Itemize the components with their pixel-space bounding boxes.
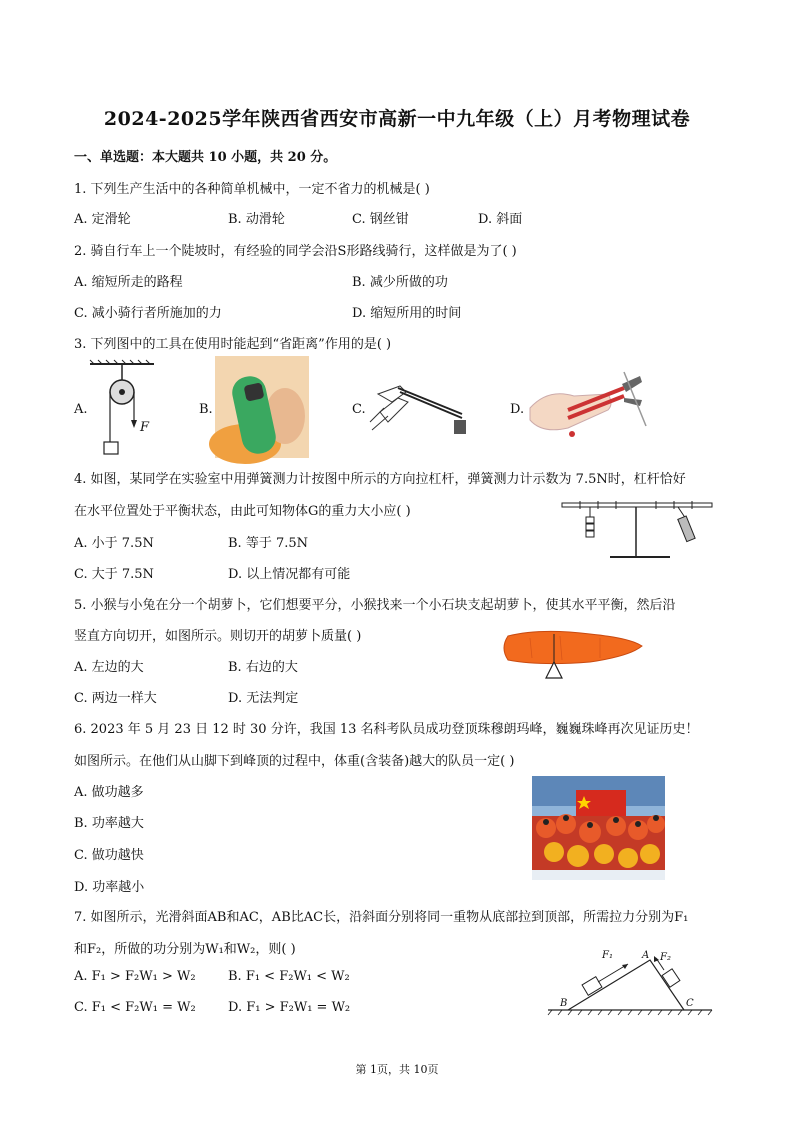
q1-stem: 1. 下列生产生活中的各种简单机械中，一定不省力的机械是( ): [74, 182, 430, 197]
q3-option-b: B.: [199, 402, 213, 417]
q7-stem-line2: 和F₂，所做的功分别为W₁和W₂，则( ): [74, 942, 296, 957]
q5-option-d: D. 无法判定: [228, 691, 299, 706]
q1-option-c: C. 钢丝钳: [352, 212, 409, 227]
q6-option-d: D. 功率越小: [74, 880, 145, 895]
bottle-opener-figure: [215, 356, 309, 458]
q2-stem: 2. 骑自行车上一个陡坡时，有经验的同学会沿S形路线骑行，这样做是为了( ): [74, 244, 517, 259]
q1-option-b: B. 动滑轮: [228, 212, 285, 227]
q2-option-c: C. 减小骑行者所施加的力: [74, 306, 222, 321]
q5-option-c: C. 两边一样大: [74, 691, 157, 706]
pulley-force-label: F: [140, 420, 150, 435]
incline-label-b: B: [560, 998, 568, 1009]
page-title: 2024-2025学年陕西省西安市高新一中九年级（上）月考物理试卷: [103, 108, 691, 130]
incline-label-f1: F₁: [602, 950, 613, 961]
section-heading: 一、单选题：本大题共 10 小题，共 20 分。: [74, 150, 337, 165]
q2-option-d: D. 缩短所用的时间: [352, 306, 462, 321]
q1-option-a: A. 定滑轮: [74, 212, 131, 227]
tweezers-figure: [370, 372, 474, 438]
incline-label-a: A: [642, 950, 650, 961]
q4-option-a: A. 小于 7.5N: [74, 536, 154, 551]
q7-option-a: A. F₁ > F₂W₁ > W₂: [74, 969, 196, 984]
q7-option-c: C. F₁ < F₂W₁ = W₂: [74, 1000, 196, 1015]
page-footer: 第 1页，共 10页: [355, 1063, 439, 1076]
q5-stem-line1: 5. 小猴与小兔在分一个胡萝卜，它们想要平分，小猴找来一个小石块支起胡萝卜，使其水平平衡，然后沿: [74, 598, 676, 613]
pulley-figure: [90, 360, 160, 458]
incline-label-c: C: [686, 998, 694, 1009]
q5-option-b: B. 右边的大: [228, 660, 298, 675]
pliers-figure: [528, 370, 648, 444]
q2-option-b: B. 减少所做的功: [352, 275, 448, 290]
incline-label-f2: F₂: [660, 952, 671, 963]
q7-option-d: D. F₁ > F₂W₁ = W₂: [228, 1000, 351, 1015]
q4-option-b: B. 等于 7.5N: [228, 536, 308, 551]
q3-option-c: C.: [352, 402, 366, 417]
q4-option-c: C. 大于 7.5N: [74, 567, 154, 582]
q3-stem: 3. 下列图中的工具在使用时能起到“省距离”作用的是( ): [74, 337, 392, 352]
q6-option-c: C. 做功越快: [74, 848, 144, 863]
q6-stem-line2: 如图所示。在他们从山脚下到峰顶的过程中，体重(含装备)越大的队员一定( ): [74, 754, 515, 769]
q5-stem-line2: 竖直方向切开，如图所示。则切开的胡萝卜质量( ): [74, 629, 362, 644]
q2-option-a: A. 缩短所走的路程: [74, 275, 183, 290]
q4-stem-line2: 在水平位置处于平衡状态，由此可知物体G的重力大小应( ): [74, 504, 411, 519]
carrot-figure: [500, 628, 646, 682]
q6-option-a: A. 做功越多: [74, 785, 144, 800]
q3-option-d: D.: [510, 402, 525, 417]
q6-stem-line1: 6. 2023 年 5 月 23 日 12 时 30 分许，我国 13 名科考队员成功登顶珠穆朗玛峰，巍巍珠峰再次见证历史！: [74, 722, 699, 737]
everest-team-photo: [532, 776, 665, 880]
q7-stem-line1: 7. 如图所示，光滑斜面AB和AC，AB比AC长，沿斜面分别将同一重物从底部拉到顶部，所需拉力分别为F₁: [74, 910, 689, 925]
lever-figure: [560, 495, 720, 565]
q5-option-a: A. 左边的大: [74, 660, 144, 675]
q4-stem-line1: 4. 如图，某同学在实验室中用弹簧测力计按图中所示的方向拉杠杆，弹簧测力计示数为 7.5N时，杠杆恰好: [74, 472, 686, 487]
q1-option-d: D. 斜面: [478, 212, 523, 227]
q4-option-d: D. 以上情况都有可能: [228, 567, 351, 582]
q7-option-b: B. F₁ < F₂W₁ < W₂: [228, 969, 350, 984]
q3-option-a: A.: [74, 402, 88, 417]
q6-option-b: B. 功率越大: [74, 816, 144, 831]
